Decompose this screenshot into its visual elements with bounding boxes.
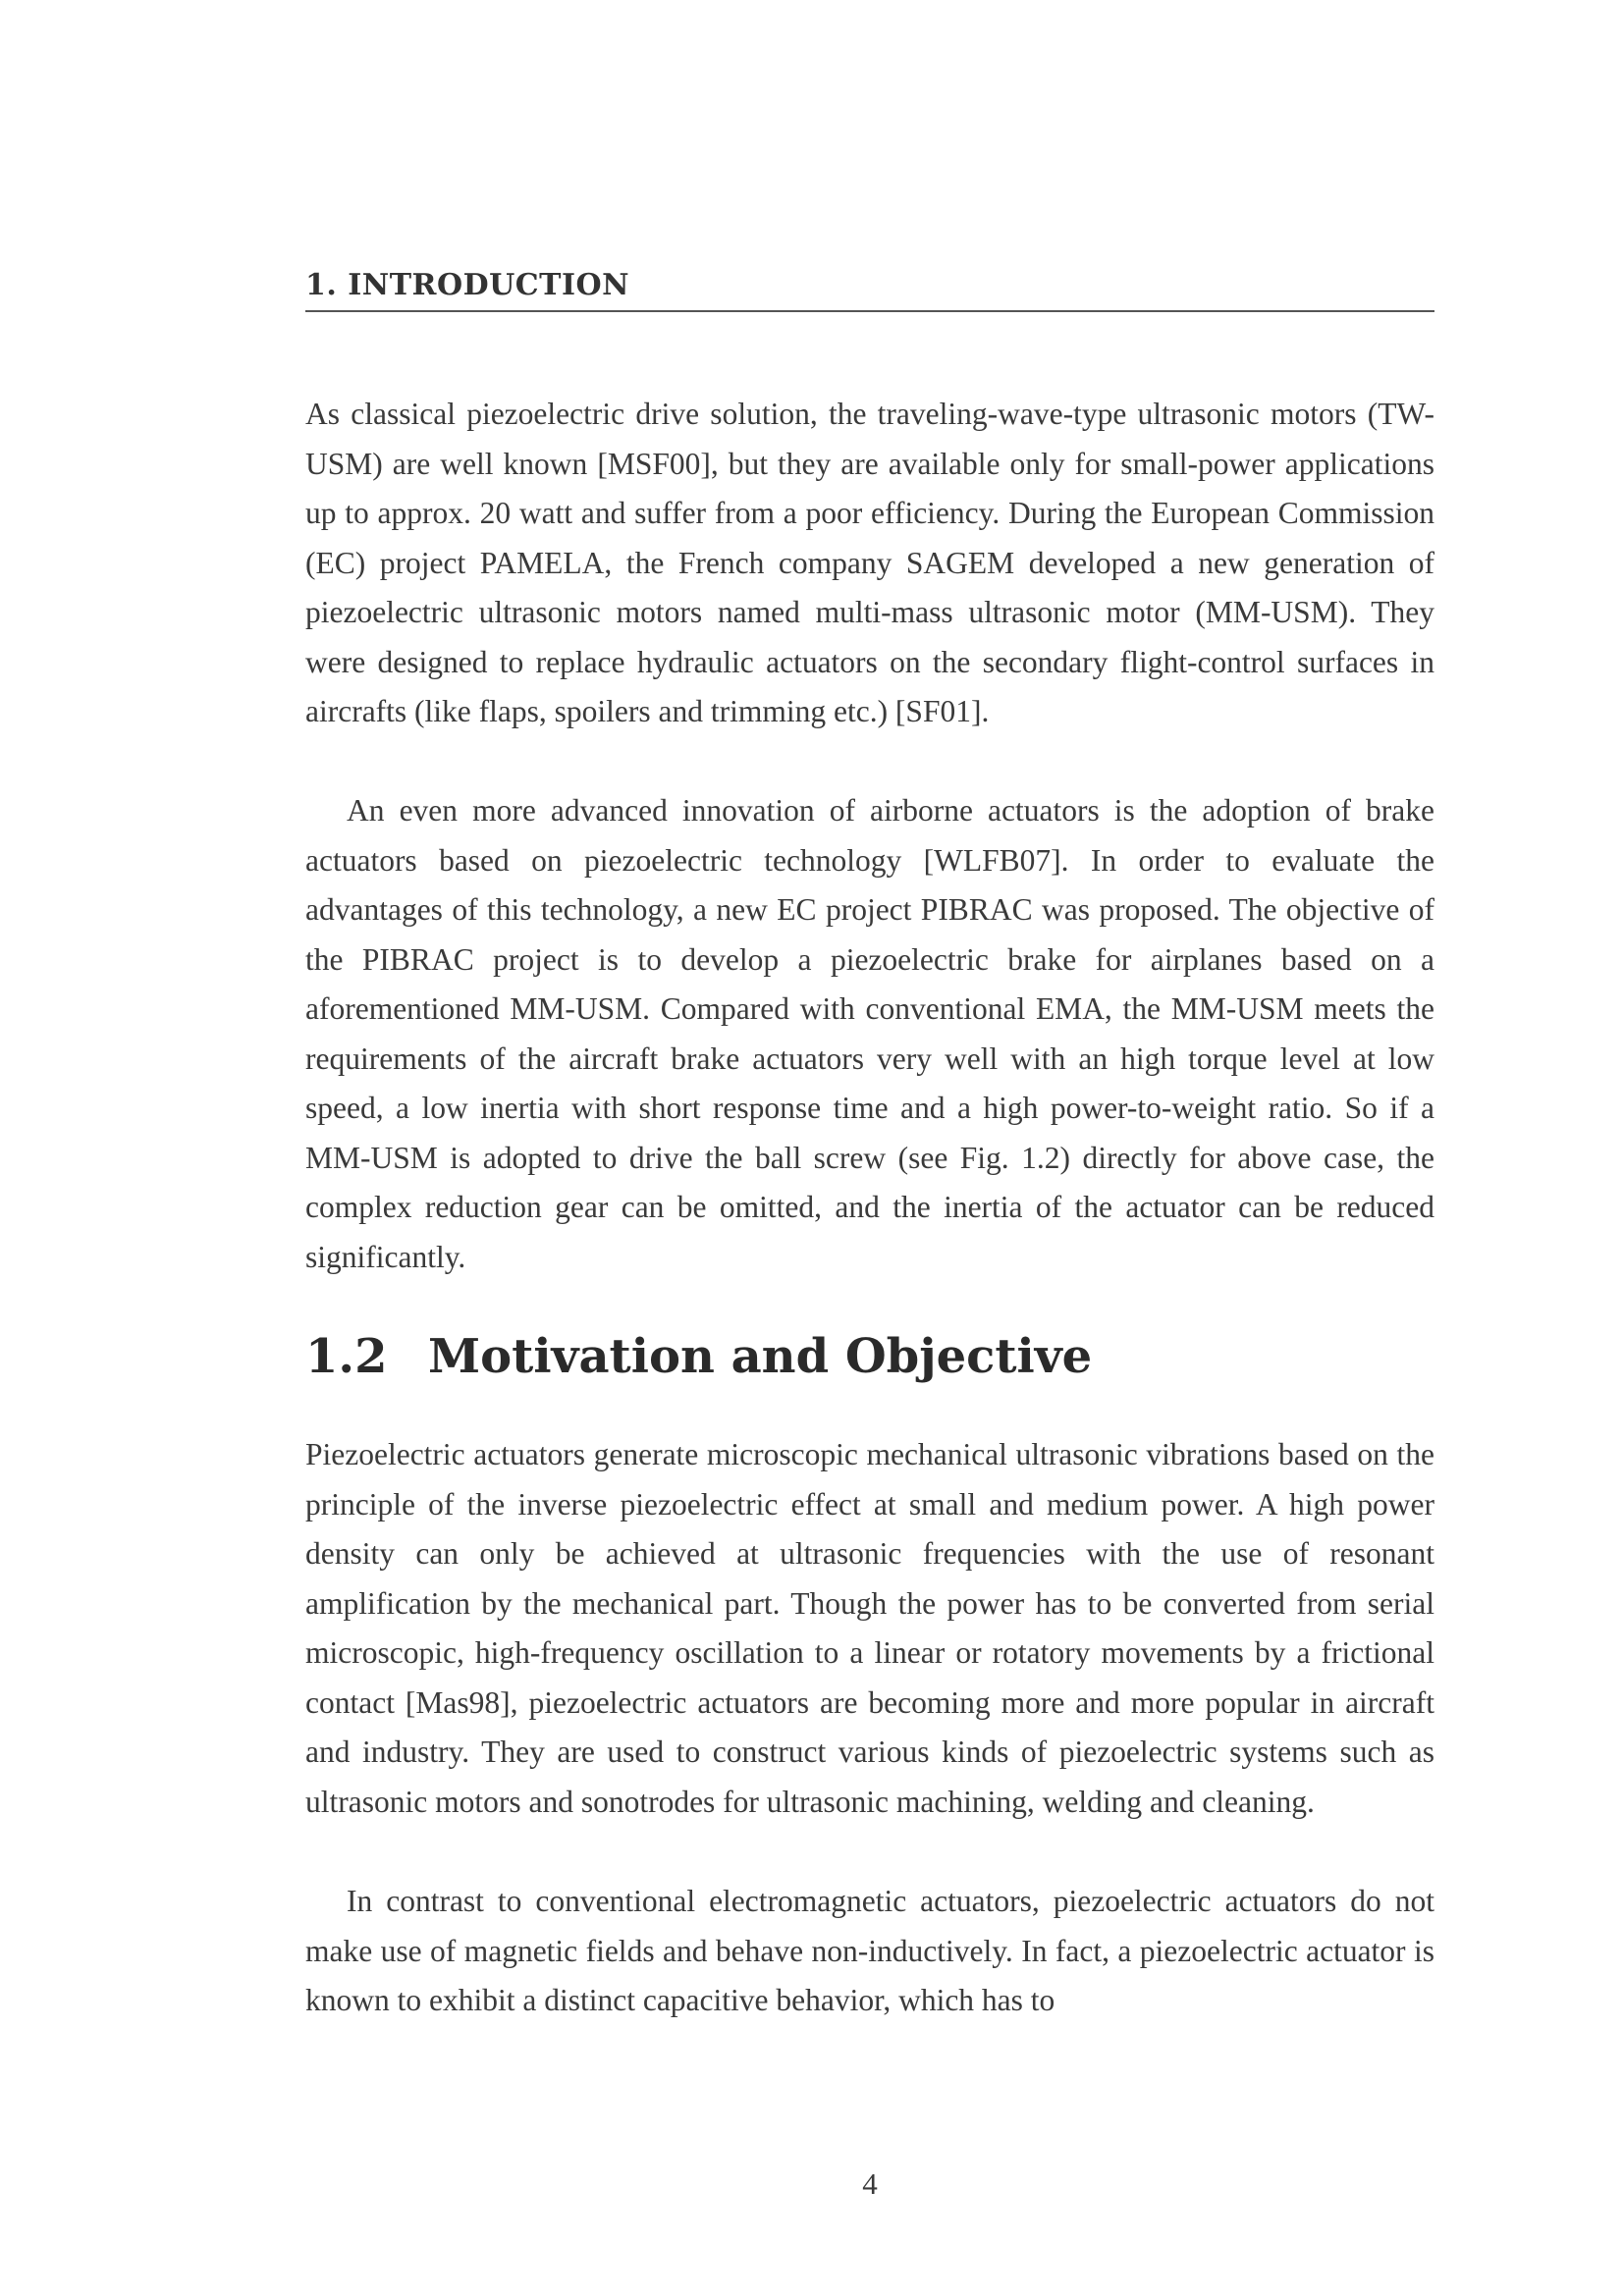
paragraph-contrast — [305, 1877, 1434, 2026]
document-page — [305, 0, 1434, 2296]
section-number: 1.2 — [305, 1329, 388, 1384]
paragraph-text: As classical piezoelectric drive solution, the traveling-wave-type ultrasonic motors (TW-USM) are well known [MSF00], but they are available only for small-power applications up to approx. 20 watt and suffer from a poor efficiency. During the European Commission (EC) project PAMELA, the French company SAGEM developed a new generation of piezoelectric ultrasonic motors named multi-mass ultrasonic motor (MM-USM). They were designed to replace hydraulic actuators on the secondary flight-control surfaces in aircrafts (like flaps, spoilers and trimming etc.) [SF01]. — [305, 397, 1434, 728]
paragraph-pibrac — [305, 786, 1434, 1282]
running-header-title: 1. INTRODUCTION — [305, 268, 630, 302]
page-number: 4 — [862, 2166, 878, 2201]
paragraph-text: In contrast to conventional electromagnetic actuators, piezoelectric actuators do not make use of magnetic fields and behave non-inductively. In fact, a piezoelectric actuator is known to exhibit a distinct capacitive behavior, which has to — [305, 1884, 1434, 2017]
paragraph-piezo-actuators — [305, 1430, 1434, 1827]
section-heading — [305, 1329, 1093, 1384]
paragraph-text: An even more advanced innovation of airborne actuators is the adoption of brake actuators based on piezoelectric technology [WLFB07]. In order to evaluate the advantages of this technology, a new EC project PIBRAC was proposed. The objective of the PIBRAC project is to develop a piezoelectric brake for airplanes based on a aforementioned MM-USM. Compared with conventional EMA, the MM-USM meets the requirements of the aircraft brake actuators very well with an high torque level at low speed, a low inertia with short response time and a high power-to-weight ratio. So if a MM-USM is adopted to drive the ball screw (see Fig. 1.2) directly for above case, the complex reduction gear can be omitted, and the inertia of the actuator can be reduced significantly. — [305, 793, 1434, 1274]
running-header — [305, 267, 1434, 312]
section-title: Motivation and Objective — [428, 1329, 1093, 1384]
paragraph-tw-usm — [305, 390, 1434, 737]
paragraph-text: Piezoelectric actuators generate microscopic mechanical ultrasonic vibrations based on the principle of the inverse piezoelectric effect at small and medium power. A high power density can only be achieved at ultrasonic frequencies with the use of resonant amplification by the mechanical part. Though the power has to be converted from serial microscopic, high-frequency oscillation to a linear or rotatory movements by a frictional contact [Mas98], piezoelectric actuators are becoming more and more popular in aircraft and industry. They are used to construct various kinds of piezoelectric systems such as ultrasonic motors and sonotrodes for ultrasonic machining, welding and cleaning. — [305, 1437, 1434, 1819]
